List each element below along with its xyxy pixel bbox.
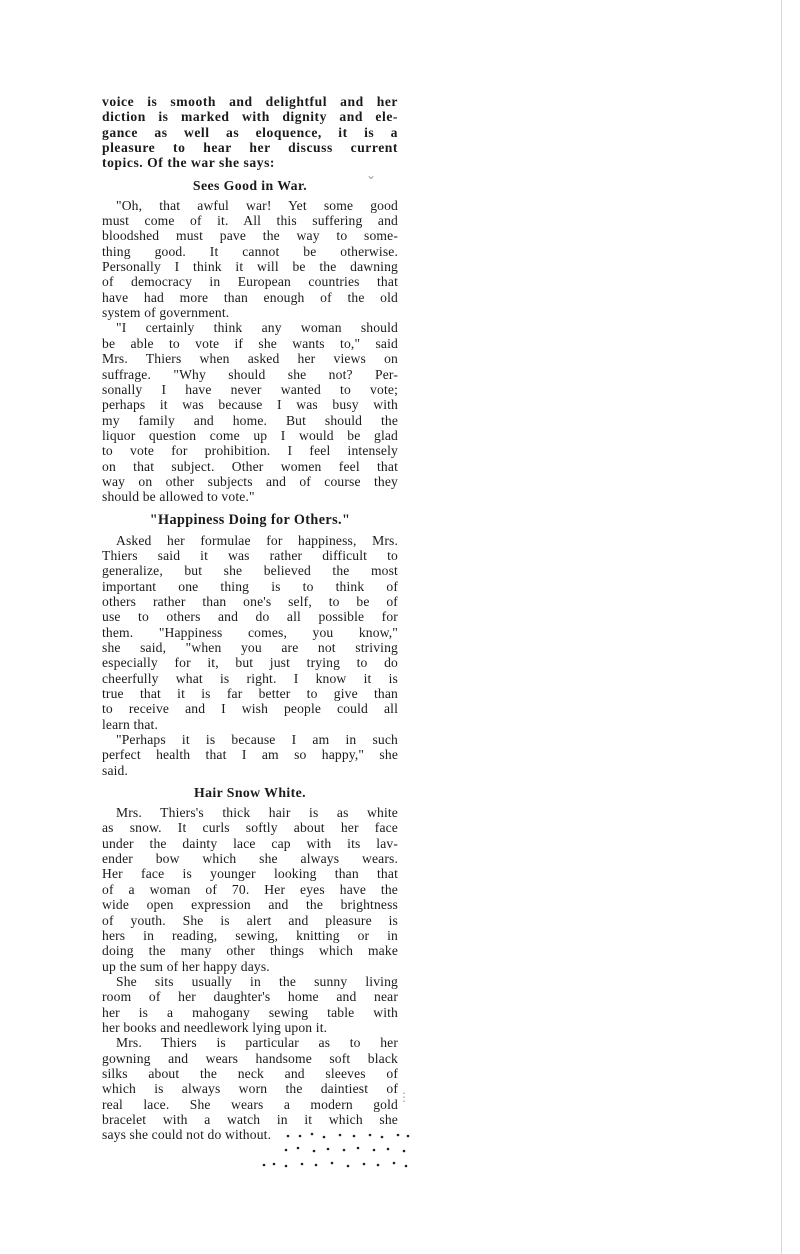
text-line: others rather than one's self, to be of (102, 593, 398, 609)
text-line: Mrs. Thiers when asked her views on (102, 351, 398, 367)
text-line: should be allowed to vote." (102, 489, 255, 505)
text-line: real lace. She wears a modern gold (102, 1096, 398, 1112)
heading-hair-snow-white: Hair Snow White. (193, 785, 307, 801)
heading-happiness-doing-for-others: "Happiness Doing for Others." (149, 511, 351, 528)
paragraph-perfect-health (102, 732, 398, 778)
paragraph-hair (102, 805, 398, 974)
paragraph-living-room (102, 974, 398, 1035)
text-line: perhaps it was because I was busy with (102, 397, 398, 413)
text-line: doing the many other things which make (102, 943, 398, 959)
text-line: silks about the neck and sleeves of (102, 1065, 398, 1081)
text-line: as snow. It curls softly about her face (102, 820, 398, 836)
text-line: generalize, but she believed the most (102, 563, 398, 579)
text-line: my family and home. But should the (102, 412, 398, 428)
text-line: voice is smooth and delightful and her (102, 94, 398, 109)
text-line: Mrs. Thiers is particular as to her (116, 1035, 398, 1051)
text-line: which is always worn the daintiest of (102, 1081, 398, 1097)
text-line: Mrs. Thiers's thick hair is as white (116, 805, 398, 821)
text-line: She sits usually in the sunny living (116, 973, 398, 989)
text-line: wide open expression and the brightness (102, 897, 398, 913)
text-line: system of government. (102, 305, 230, 321)
text-line: hers in reading, sewing, knitting or in (102, 927, 398, 943)
text-line: pleasure to hear her discuss current (102, 140, 398, 156)
dotted-ornament (258, 1130, 418, 1174)
scan-mark: ⌄ (366, 168, 377, 182)
heading-sees-good-in-war: Sees Good in War. (192, 177, 308, 193)
text-line: thing good. It cannot be otherwise. (102, 243, 398, 259)
text-line: topics. Of the war she says: (102, 155, 275, 171)
text-line: Asked her formulae for happiness, Mrs. (116, 532, 398, 548)
text-line: said. (102, 762, 129, 778)
intro-paragraph (102, 94, 398, 171)
text-line: on that subject. Other women feel that (102, 458, 398, 474)
text-line: them. "Happiness comes, you know," (102, 624, 398, 640)
text-line: to vote for prohibition. I feel intensely (102, 443, 398, 459)
text-line: of youth. She is alert and pleasure is (102, 912, 398, 928)
paragraph-war (102, 198, 398, 321)
text-line: cheerfully what is right. I know it is (102, 670, 398, 686)
text-line: learn that. (102, 716, 158, 732)
text-line: ender bow which she always wears. (102, 851, 398, 867)
text-line: way on other subjects and of course they (102, 473, 398, 489)
text-line: up the sum of her happy days. (102, 958, 270, 974)
text-line: use to others and do all possible for (102, 609, 398, 625)
text-line: bracelet with a watch in it which she (102, 1111, 398, 1127)
text-line: perfect health that I am so happy," she (102, 747, 398, 763)
text-line: of a woman of 70. Her eyes have the (102, 881, 398, 897)
text-line: gowning and wears handsome soft black (102, 1050, 398, 1066)
text-line: have had more than enough of the old (102, 289, 398, 305)
text-line: room of her daughter's home and near (102, 989, 398, 1005)
text-line: gance as well as eloquence, it is a (102, 124, 398, 140)
text-line: important one thing is to think of (102, 578, 398, 594)
text-line: "I certainly think any woman should (116, 320, 398, 336)
text-line: Personally I think it will be the dawning (102, 259, 398, 275)
text-line: her is a mahogany sewing table with (102, 1004, 398, 1020)
text-line: says she could not do without. (102, 1127, 272, 1143)
paragraph-gowning (102, 1035, 398, 1142)
text-line: to receive and I wish people could all (102, 701, 398, 717)
text-line: "Oh, that awful war! Yet some good (116, 197, 398, 213)
text-line: be able to vote if she wants to," said (102, 335, 398, 351)
text-line: must come of it. All this suffering and (102, 213, 398, 229)
text-line: "Perhaps it is because I am in such (116, 732, 398, 748)
paragraph-happiness (102, 533, 398, 732)
text-line: suffrage. "Why should she not? Per- (102, 366, 398, 382)
paragraph-suffrage (102, 320, 398, 504)
scan-mark: ⋮ (398, 1090, 410, 1104)
text-line: true that it is far better to give than (102, 686, 398, 702)
text-line: her books and needlework lying upon it. (102, 1019, 328, 1035)
text-line: she said, "when you are not striving (102, 640, 398, 655)
text-line: liquor question come up I would be glad (102, 427, 398, 443)
text-line: Her face is younger looking than that (102, 866, 398, 882)
text-line: Thiers said it was rather difficult to (102, 547, 398, 563)
article-column (102, 94, 398, 1143)
text-line: especially for it, but just trying to do (102, 655, 398, 671)
page-edge-line (781, 0, 782, 1254)
text-line: sonally I have never wanted to vote; (102, 381, 398, 397)
text-line: bloodshed must pave the way to some- (102, 228, 398, 244)
text-line: diction is marked with dignity and ele- (102, 109, 398, 125)
text-line: of democracy in European countries that (102, 274, 398, 290)
text-line: under the dainty lace cap with its lav- (102, 835, 398, 851)
